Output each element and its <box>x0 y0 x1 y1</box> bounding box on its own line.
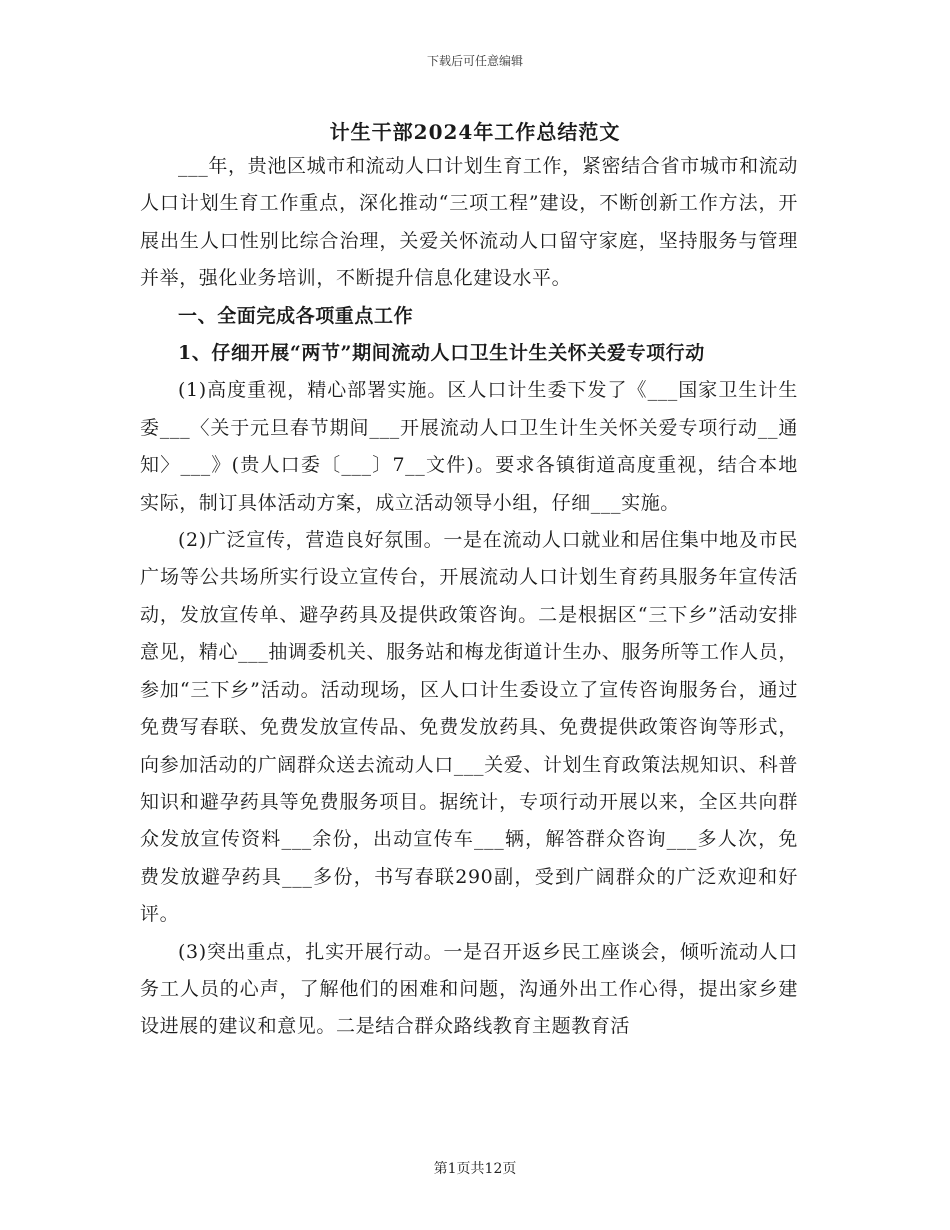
document-body <box>140 148 798 1046</box>
subsection-heading: 1、仔细开展“两节”期间流动人口卫生计生关怀关爱专项行动 <box>178 342 705 365</box>
paragraph-item-3: (3)突出重点，扎实开展行动。一是召开返乡民工座谈会，倾听流动人口务工人员的心声，了解他们的困难和问题，沟通外出工作心得，提出家乡建设进展的建议和意见。二是结合群众路线教育主题教育活 <box>140 940 798 1038</box>
paragraph-item-2: (2)广泛宣传，营造良好氛围。一是在流动人口就业和居住集中地及市民广场等公共场所实行设立宣传台，开展流动人口计划生育药具服务年宣传活动，发放宣传单、避孕药具及提供政策咨询。二是根据区“三下乡”活动安排意见，精心___抽调委机关、服务站和梅龙街道计生办、服务所等工作人员，参加“三下乡”活动。活动现场，区人口计生委设立了宣传咨询服务台，通过免费写春联、免费发放宣传品、免费发放药具、免费提供政策咨询等形式，向参加活动的广阔群众送去流动人口___关爱、计划生育政策法规知识、科普知识和避孕药具等免费服务项目。据统计，专项行动开展以来，全区共向群众发放宣传资料___余份，出动宣传车___辆，解答群众咨询___多人次，免费发放避孕药具___多份，书写春联290副，受到广阔群众的广泛欢迎和好评。 <box>140 529 798 926</box>
page-footer: 第1页共12页 <box>433 1161 517 1177</box>
section-heading: 一、全面完成各项重点工作 <box>178 304 414 327</box>
paragraph-item-1: (1)高度重视，精心部署实施。区人口计生委下发了《___国家卫生计生委___〈关于元旦春节期间___开展流动人口卫生计生关怀关爱专项行动__通知〉___》(贵人口委〔___〕7__文件)。要求各镇街道高度重视，结合本地实际，制订具体活动方案，成立活动领导小组，仔细___实施。 <box>140 379 798 514</box>
document-title: 计生干部2024年工作总结范文 <box>329 120 621 144</box>
intro-paragraph: ___年，贵池区城市和流动人口计划生育工作，紧密结合省市城市和流动人口计划生育工作重点，深化推动“三项工程”建设，不断创新工作方法，开展出生人口性别比综合治理，关爱关怀流动人口留守家庭，坚持服务与管理并举，强化业务培训，不断提升信息化建设水平。 <box>140 155 798 290</box>
header-note: 下载后可任意编辑 <box>426 54 523 68</box>
